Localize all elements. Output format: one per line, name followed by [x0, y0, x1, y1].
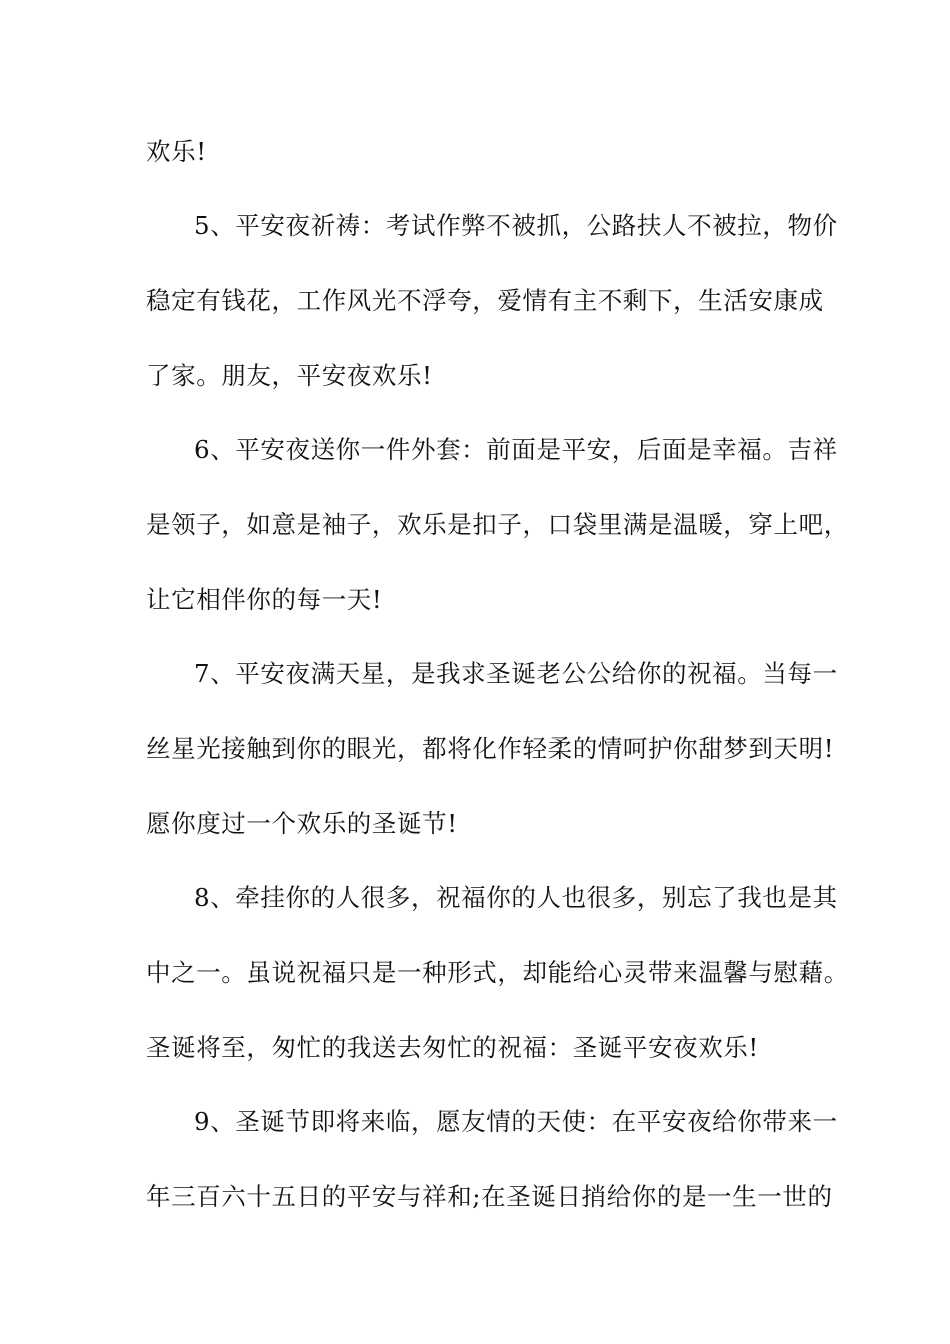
paragraph-5-line-1: 5、平安夜祈祷：考试作弊不被抓，公路扶人不被拉，物价	[194, 211, 838, 240]
paragraph-7-line-1: 7、平安夜满天星，是我求圣诞老公公给你的祝福。当每一	[194, 659, 838, 688]
paragraph-6-line-3: 让它相伴你的每一天!	[146, 585, 383, 614]
paragraph-6-line-1: 6、平安夜送你一件外套：前面是平安，后面是幸福。吉祥	[194, 435, 838, 464]
paragraph-6-line-2: 是领子，如意是袖子，欢乐是扣子，口袋里满是温暖，穿上吧，	[146, 510, 849, 539]
paragraph-8-line-2: 中之一。虽说祝福只是一种形式，却能给心灵带来温馨与慰藉。	[146, 958, 849, 987]
text-line: 欢乐!	[146, 137, 207, 166]
paragraph-5-line-3: 了家。朋友，平安夜欢乐!	[146, 361, 433, 390]
paragraph-5-line-2: 稳定有钱花，工作风光不浮夸，爱情有主不剩下，生活安康成	[146, 286, 824, 315]
paragraph-7-line-2: 丝星光接触到你的眼光，都将化作轻柔的情呵护你甜梦到天明!	[146, 734, 835, 763]
paragraph-7-line-3: 愿你度过一个欢乐的圣诞节!	[146, 809, 458, 838]
paragraph-9-line-2: 年三百六十五日的平安与祥和;在圣诞日捎给你的是一生一世的	[146, 1182, 833, 1211]
paragraph-8-line-1: 8、牵挂你的人很多，祝福你的人也很多，别忘了我也是其	[194, 883, 838, 912]
paragraph-9-line-1: 9、圣诞节即将来临，愿友情的天使：在平安夜给你带来一	[194, 1107, 838, 1136]
paragraph-8-line-3: 圣诞将至，匆忙的我送去匆忙的祝福：圣诞平安夜欢乐!	[146, 1033, 759, 1062]
